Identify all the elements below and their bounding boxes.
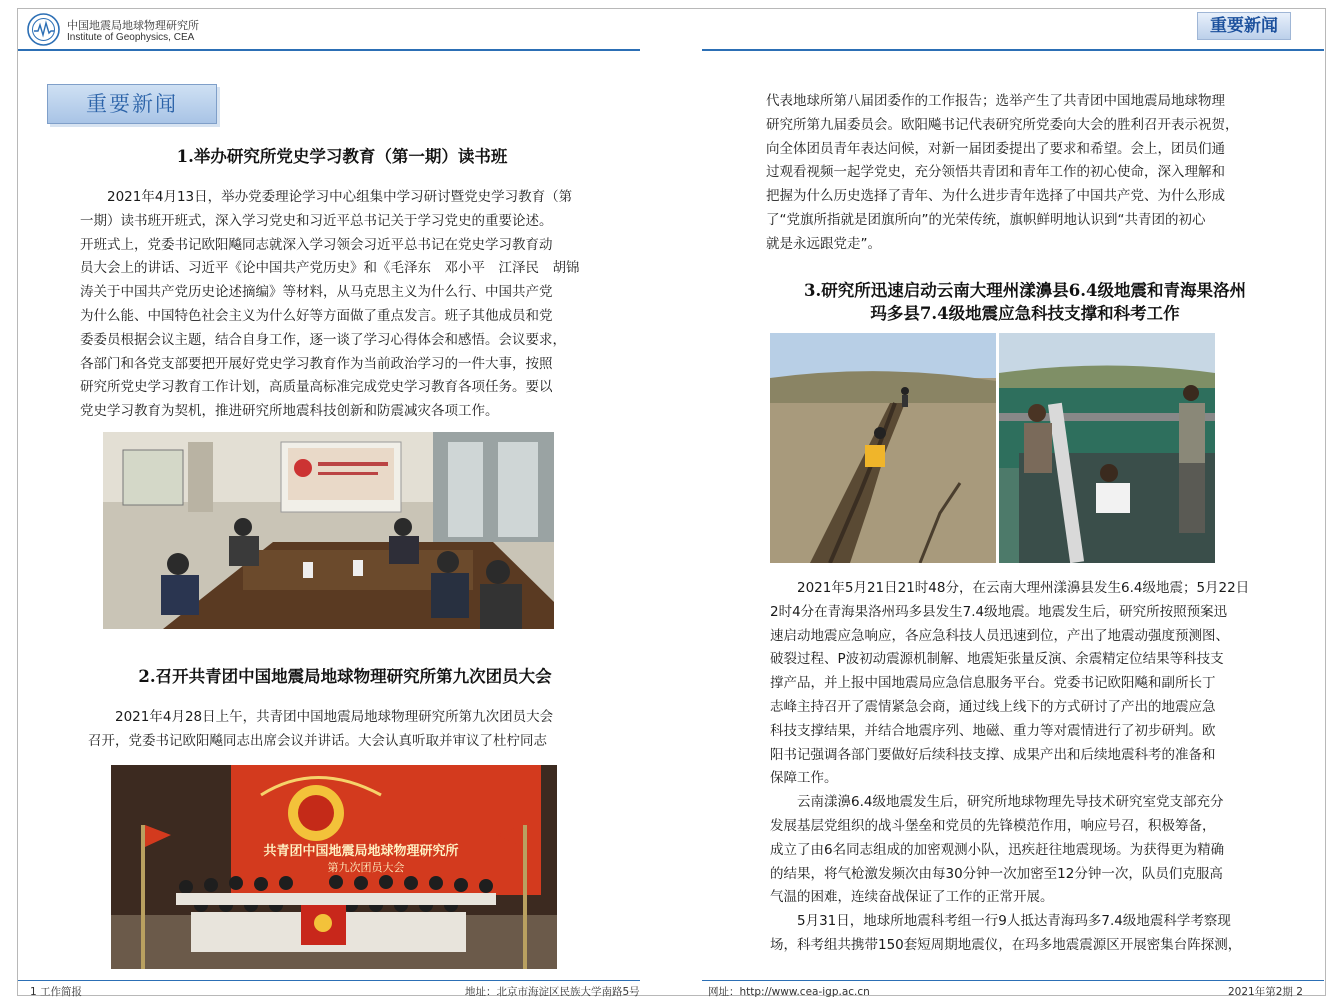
footer-page-label: 1 工作简报 [30, 986, 83, 998]
header-rule-left [18, 49, 640, 51]
text-line: 2时4分在青海果洛州玛多县发生7.4级地震。地震发生后，研究所按照预案迅 [770, 603, 1228, 620]
section-badge: 重要新闻 [47, 84, 217, 124]
text-line: 党史学习教育为契机，推进研究所地震科技创新和防震减灾各项工作。 [80, 403, 499, 420]
text-line: 发展基层党组织的战斗堡垒和党员的先锋模范作用，响应号召，积极筹备， [770, 817, 1216, 834]
text-line: 速启动地震应急响应，各应急科技人员迅速到位，产出了地震动强度预测图、 [770, 627, 1229, 644]
text-line: 的结果，将气枪激发频次由每30分钟一次加密至12分钟一次，队员们克服高 [770, 865, 1223, 882]
text-line: 过观看视频一起学党史，充分领悟共青团和青年工作的初心使命，深入理解和 [766, 164, 1225, 181]
text-line: 就是永远跟党走”。 [766, 235, 881, 252]
text-line: 阳书记强调各部门要做好后续科技支撑、成果产出和后续地震科考的准备和 [770, 746, 1216, 763]
text-line: 涛关于中国共产党历史论述摘编》等材料，从马克思主义为什么行、中国共产党 [80, 284, 553, 301]
field-survey-photo-left [770, 333, 996, 563]
article3-body [770, 577, 1290, 958]
article1-title: 1.举办研究所党史学习教育（第一期）读书班 [176, 147, 508, 166]
text-line: 了“党旗所指就是团旗所向”的光荣传统，旗帜鲜明地认识到“共青团的初心 [766, 211, 1206, 228]
text-line: 破裂过程、P波初动震源机制解、地震矩张量反演、余震精定位结果等科技支 [770, 651, 1224, 668]
text-line: 云南漾濞6.4级地震发生后，研究所地球物理先导技术研究室党支部充分 [797, 794, 1224, 811]
header-section-badge: 重要新闻 [1197, 12, 1291, 40]
text-line: 2021年5月21日21时48分，在云南大理州漾濞县发生6.4级地震；5月22日 [797, 580, 1250, 596]
text-line: 为什么能、中国特色社会主义为什么好等方面做了重点发言。班子其他成员和党 [80, 307, 553, 324]
footer-address: 地址：北京市海淀区民族大学南路5号 [465, 986, 640, 998]
text-line: 2021年4月28日上午，共青团中国地震局地球物理研究所第九次团员大会 [115, 709, 554, 725]
text-line: 研究所党史学习教育工作计划，高质量高标准完成党史学习教育各项任务。要以 [80, 379, 553, 396]
text-line: 科技支撑结果，并结合地震序列、地磁、重力等对震情进行了初步研判。欧 [770, 722, 1216, 739]
article2-body [88, 706, 608, 754]
text-line: 委委员根据会议主题，结合自身工作，逐一谈了学习心得体会和感悟。会议要求， [80, 331, 566, 348]
text-line: 5月31日，地球所地震科考组一行9人抵达青海玛多7.4级地震科学考察现 [797, 913, 1231, 930]
text-line: 召开，党委书记欧阳飚同志出席会议并讲话。大会认真听取并审议了杜柠同志 [88, 732, 547, 749]
banner-title-line2: 第九次团员大会 [327, 861, 405, 874]
text-line: 把握为什么历史选择了青年、为什么进步青年选择了中国共产党、为什么形成 [766, 188, 1225, 205]
text-line: 向全体团员青年表达问候，对新一届团委提出了要求和希望。会上，团员们通 [766, 140, 1225, 157]
field-survey-photo-right [999, 333, 1215, 563]
text-line: 撑产品，并上报中国地震局应急信息服务平台。党委书记欧阳飚和副所长丁 [770, 675, 1216, 692]
article2-continued-body [766, 90, 1286, 257]
text-line: 一期）读书班开班式，深入学习党史和习近平总书记关于学习党史的重要论述。 [80, 212, 553, 229]
footer-rule-left [18, 980, 640, 981]
article1-body [80, 186, 610, 424]
footer-url: 网址：http://www.cea-igp.ac.cn [708, 986, 870, 998]
header-rule-right [702, 49, 1324, 51]
footer-issue: 2021年第2期 2 [1228, 986, 1303, 998]
reading-class-photo [103, 432, 554, 629]
text-line: 成立了由6名同志组成的加密观测小队，迅疾赶往地震现场。为获得更为精确 [770, 841, 1225, 858]
article3-title-line1: 3.研究所迅速启动云南大理州漾濞县6.4级地震和青海果洛州 [804, 281, 1246, 300]
footer-rule-right [702, 980, 1324, 981]
institute-name-cn: 中国地震局地球物理研究所 [67, 19, 199, 32]
text-line: 2021年4月13日，举办党委理论学习中心组集中学习研讨暨党史学习教育（第 [107, 189, 573, 205]
text-line: 志峰主持召开了震情紧急会商，通过线上线下的方式研讨了产出的地震应急 [770, 698, 1216, 715]
banner-title-line1: 共青团中国地震局地球物理研究所 [263, 844, 459, 859]
text-line: 研究所第九届委员会。欧阳飚书记代表研究所党委向大会的胜利召开表示祝贺， [766, 116, 1239, 133]
article3-title-line2: 玛多县7.4级地震应急科技支撑和科考工作 [870, 304, 1180, 323]
text-line: 代表地球所第八届团委作的工作报告；选举产生了共青团中国地震局地球物理 [766, 93, 1225, 109]
league-congress-photo [111, 765, 557, 969]
text-line: 开班式上，党委书记欧阳飚同志就深入学习领会习近平总书记在党史学习教育动 [80, 236, 553, 253]
text-line: 各部门和各党支部要把开展好党史学习教育作为当前政治学习的一件大事，按照 [80, 355, 553, 372]
text-line: 保障工作。 [770, 770, 838, 787]
institute-logo-icon [27, 13, 60, 46]
text-line: 场，科考组共携带150套短周期地震仪，在玛多地震震源区开展密集台阵探测， [770, 936, 1242, 953]
text-line: 员大会上的讲话、习近平《论中国共产党历史》和《毛泽东 邓小平 江泽民 胡锦 [80, 260, 580, 277]
text-line: 气温的困难，连续奋战保证了工作的正常开展。 [770, 889, 1054, 906]
article2-title: 2.召开共青团中国地震局地球物理研究所第九次团员大会 [138, 667, 552, 686]
institute-name-en: Institute of Geophysics, CEA [67, 32, 195, 43]
